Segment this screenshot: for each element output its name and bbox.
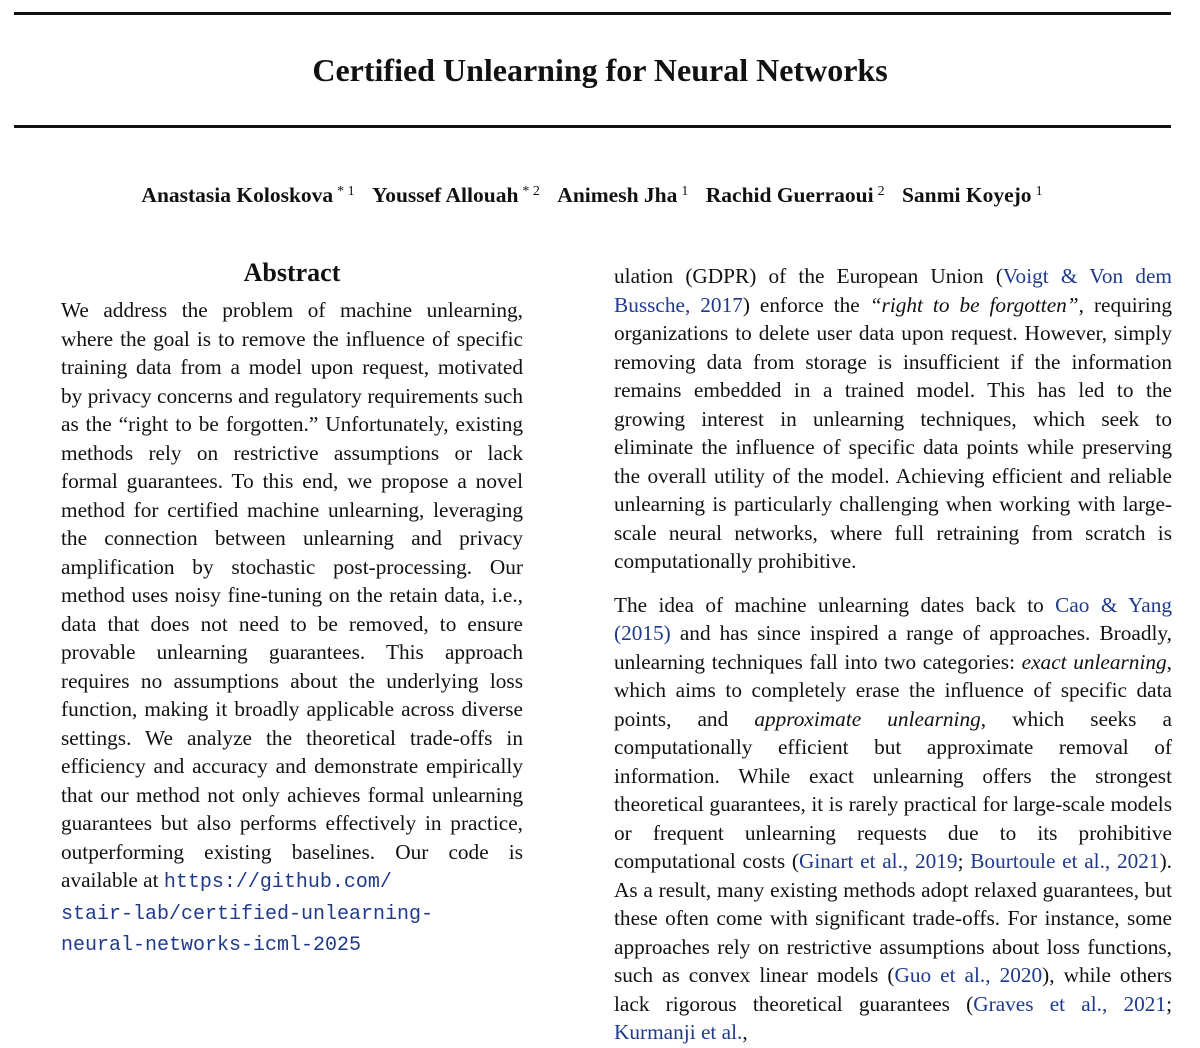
- author: [902, 183, 1043, 207]
- bottom-rule: [14, 125, 1171, 128]
- citation-link[interactable]: Cao & Yang (2015): [614, 592, 1172, 645]
- author-affiliation: 1: [681, 184, 689, 199]
- introduction-column: [614, 262, 1172, 1047]
- author-name: Animesh Jha: [557, 183, 678, 207]
- citation-link[interactable]: Bourtoule et al., 2021: [970, 849, 1160, 873]
- author-name: Sanmi Koyejo: [901, 183, 1032, 207]
- intro-paragraph: The idea of machine unlearning dates back to Cao & Yang (2015) and has since inspired a range of approaches. Broadly, unlearning techniques fall into two categories: exact unlearning, which aims to completely erase the influence of specific data points, and approximate unlearning, which seeks a computationally efficient but approximate removal of information. While exact unlearning offers the strongest theoretical guarantees, it is rarely practical for large-scale models or frequent unlearning requests due to its prohibitive computational costs (Ginart et al., 2019; Bourtoule et al., 2021). As a result, many existing methods adopt relaxed guarantees, but these often come with significant trade-offs. For instance, some approaches rely on restrictive assumptions about loss functions, such as convex linear models (Guo et al., 2020), while others lack rigorous theoretical guarantees (Graves et al., 2021; Kurmanji et al.,: [614, 592, 1172, 1044]
- abstract-heading: Abstract: [243, 258, 341, 287]
- author-affiliation: * 1: [337, 184, 355, 199]
- paper-title: Certified Unlearning for Neural Networks: [312, 52, 888, 88]
- author: [141, 183, 354, 207]
- author-affiliation: 2: [877, 184, 885, 199]
- citation-link[interactable]: Graves et al., 2021: [973, 991, 1167, 1016]
- abstract-text: We address the problem of machine unlearning, where the goal is to remove the influence of specific training data from a model upon request, motivated by privacy concerns and regulatory requirements such as the “right to be forgotten.” Unfortunately, existing methods rely on restrictive assumptions or lack formal guarantees. To this end, we propose a novel method for certified machine unlearning, leveraging the connection between unlearning and privacy amplification by stochastic post-processing. Our method uses noisy fine-tuning on the retain data, i.e., data that does not need to be removed, to ensure provable unlearning guarantees. This approach requires no assumptions about the underlying loss function, making it broadly applicable across diverse settings. We analyze the theoretical trade-offs in efficiency and accuracy and demonstrate empirically that our method not only achieves formal unlearning guarantees but also performs effectively in practice, outperforming existing baselines. Our code is available at: [61, 298, 523, 892]
- author-affiliation: 1: [1035, 184, 1043, 199]
- citation-link[interactable]: Guo et al., 2020: [894, 963, 1043, 987]
- top-rule: [14, 12, 1171, 15]
- abstract-body: [61, 296, 523, 961]
- author: [372, 183, 540, 207]
- citation-link[interactable]: Voigt & Von dem Bussche, 2017: [614, 264, 1172, 317]
- emphasis: “right to be forgotten”: [869, 292, 1079, 317]
- author-name: Rachid Guerraoui: [705, 183, 874, 207]
- author-affiliation: * 2: [522, 184, 540, 199]
- author-name: Youssef Allouah: [372, 183, 519, 207]
- emphasis: exact unlearning: [1021, 649, 1167, 674]
- author-name: Anastasia Koloskova: [141, 183, 334, 207]
- author: [706, 183, 885, 207]
- author: [557, 183, 688, 207]
- author-list: [0, 175, 1184, 212]
- code-link[interactable]: https://github.com/ stair-lab/certified-unlearning- neural-networks-icml-2025: [61, 871, 434, 957]
- emphasis: approximate unlearning: [754, 706, 981, 731]
- citation-link[interactable]: Ginart et al., 2019: [798, 849, 958, 873]
- citation-link[interactable]: Kurmanji et al.: [614, 1020, 743, 1044]
- intro-paragraph: ulation (GDPR) of the European Union (Voigt & Von dem Bussche, 2017) enforce the “right to be forgotten”, requiring organizations to delete user data upon request. However, simply removing data from storage is insufficient if the information remains embedded in a trained model. This has led to the growing interest in unlearning techniques, which seek to eliminate the influence of specific data points while preserving the overall utility of the model. Achieving efficient and reliable unlearning is particularly challenging when working with large-scale neural networks, where full retraining from scratch is computationally prohibitive.: [614, 264, 1173, 573]
